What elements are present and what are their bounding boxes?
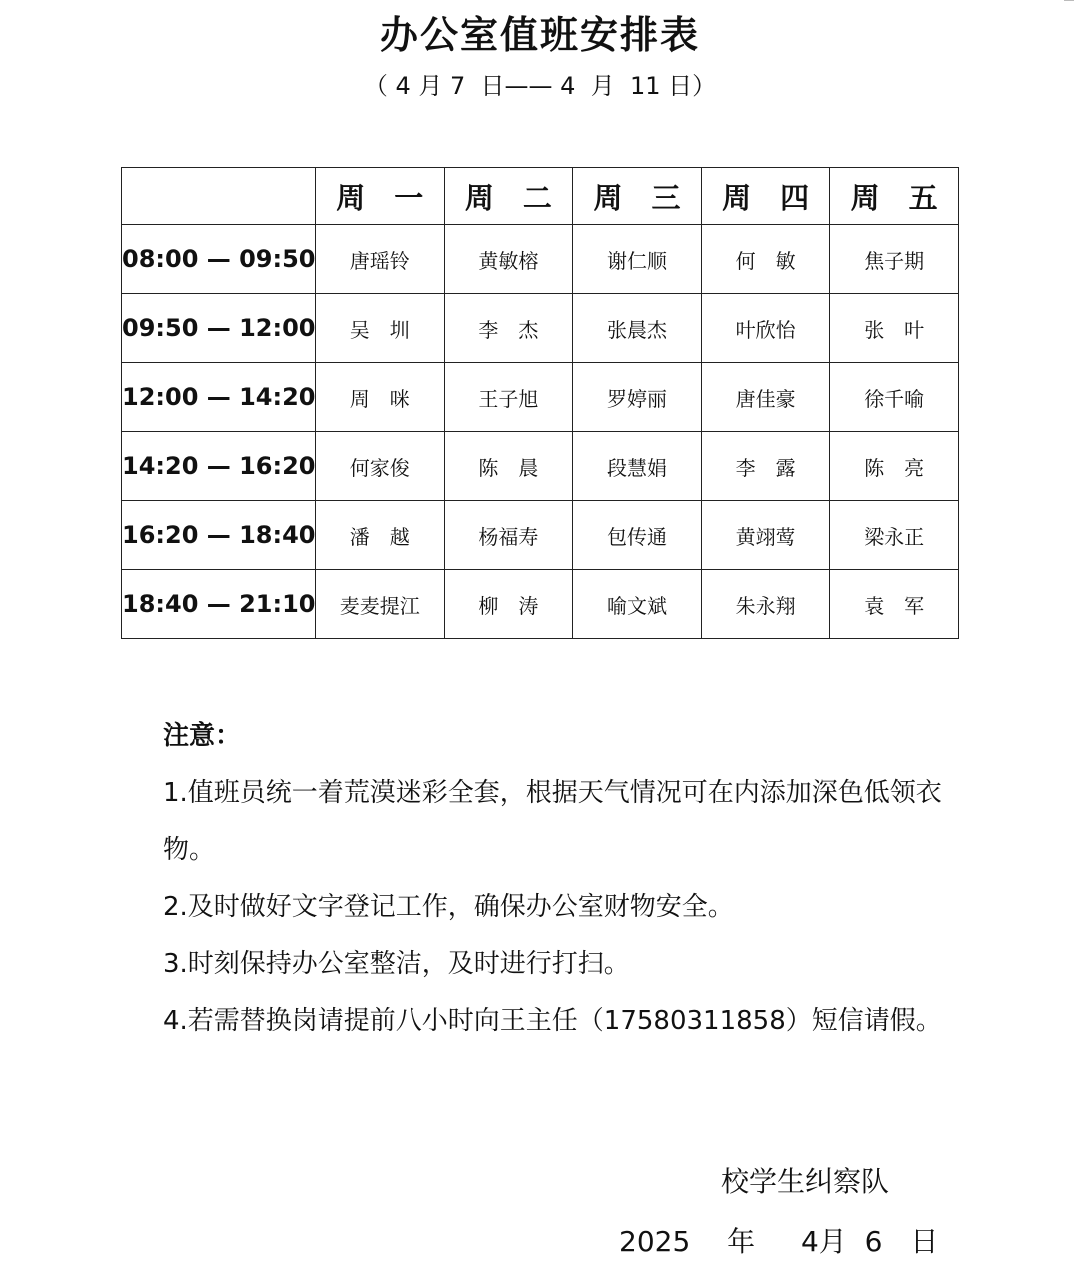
duty-name: 徐千喻	[830, 363, 959, 432]
duty-name: 李 杰	[444, 294, 573, 363]
time-slot: 12:00 — 14:20	[122, 363, 316, 432]
page-title: 办公室值班安排表	[379, 13, 700, 57]
note-item: 1.值班员统一着荒漠迷彩全套，根据天气情况可在内添加深色低领衣物。	[163, 778, 942, 865]
note-item: 4.若需替换岗请提前八小时向王主任（17580311858）短信请假。	[163, 1006, 942, 1036]
date-range-subtitle: （ 4 月 7 日—— 4 月 11 日）	[363, 72, 717, 100]
time-slot: 18:40 — 21:10	[122, 570, 316, 639]
duty-name: 陈 晨	[444, 432, 573, 501]
duty-name: 杨福寿	[444, 501, 573, 570]
page-corner-mark	[1064, 0, 1074, 5]
duty-name: 潘 越	[316, 501, 445, 570]
duty-name: 包传通	[573, 501, 702, 570]
duty-name: 陈 亮	[830, 432, 959, 501]
table-header-row	[122, 168, 959, 225]
duty-name: 黄翊莺	[701, 501, 830, 570]
note-item: 3.时刻保持办公室整洁，及时进行打扫。	[163, 949, 630, 979]
duty-name: 周 咪	[316, 363, 445, 432]
duty-name: 焦子期	[830, 225, 959, 294]
duty-name: 叶欣怡	[701, 294, 830, 363]
duty-name: 朱永翔	[701, 570, 830, 639]
day-header-fri: 周 五	[830, 168, 959, 225]
duty-name: 罗婷丽	[573, 363, 702, 432]
duty-name: 何家俊	[316, 432, 445, 501]
table-row	[122, 363, 959, 432]
day-header-thu: 周 四	[701, 168, 830, 225]
notes-heading: 注意：	[163, 721, 242, 751]
duty-schedule-table	[121, 167, 959, 639]
duty-name: 何 敏	[701, 225, 830, 294]
duty-name: 唐佳豪	[701, 363, 830, 432]
duty-name: 梁永正	[830, 501, 959, 570]
table-row	[122, 432, 959, 501]
duty-name: 张晨杰	[573, 294, 702, 363]
issuer-signature: 校学生纠察队	[721, 1165, 890, 1198]
duty-name: 麦麦提江	[316, 570, 445, 639]
time-slot: 16:20 — 18:40	[122, 501, 316, 570]
duty-name: 吴 圳	[316, 294, 445, 363]
duty-name: 张 叶	[830, 294, 959, 363]
time-slot: 09:50 — 12:00	[122, 294, 316, 363]
duty-name: 喻文斌	[573, 570, 702, 639]
day-header-wed: 周 三	[573, 168, 702, 225]
issue-date: 2025 年 4月 6 日	[619, 1225, 939, 1258]
time-slot: 08:00 — 09:50	[122, 225, 316, 294]
duty-name: 唐瑶铃	[316, 225, 445, 294]
time-slot: 14:20 — 16:20	[122, 432, 316, 501]
table-row	[122, 501, 959, 570]
notes-section	[163, 708, 963, 1050]
day-header-tue: 周 二	[444, 168, 573, 225]
duty-name: 王子旭	[444, 363, 573, 432]
note-item: 2.及时做好文字登记工作，确保办公室财物安全。	[163, 892, 734, 922]
duty-name: 柳 涛	[444, 570, 573, 639]
table-row	[122, 570, 959, 639]
table-row	[122, 225, 959, 294]
corner-cell	[122, 168, 316, 225]
table-row	[122, 294, 959, 363]
duty-name: 段慧娟	[573, 432, 702, 501]
duty-name: 李 露	[701, 432, 830, 501]
duty-name: 谢仁顺	[573, 225, 702, 294]
duty-name: 袁 军	[830, 570, 959, 639]
duty-name: 黄敏榕	[444, 225, 573, 294]
day-header-mon: 周 一	[316, 168, 445, 225]
